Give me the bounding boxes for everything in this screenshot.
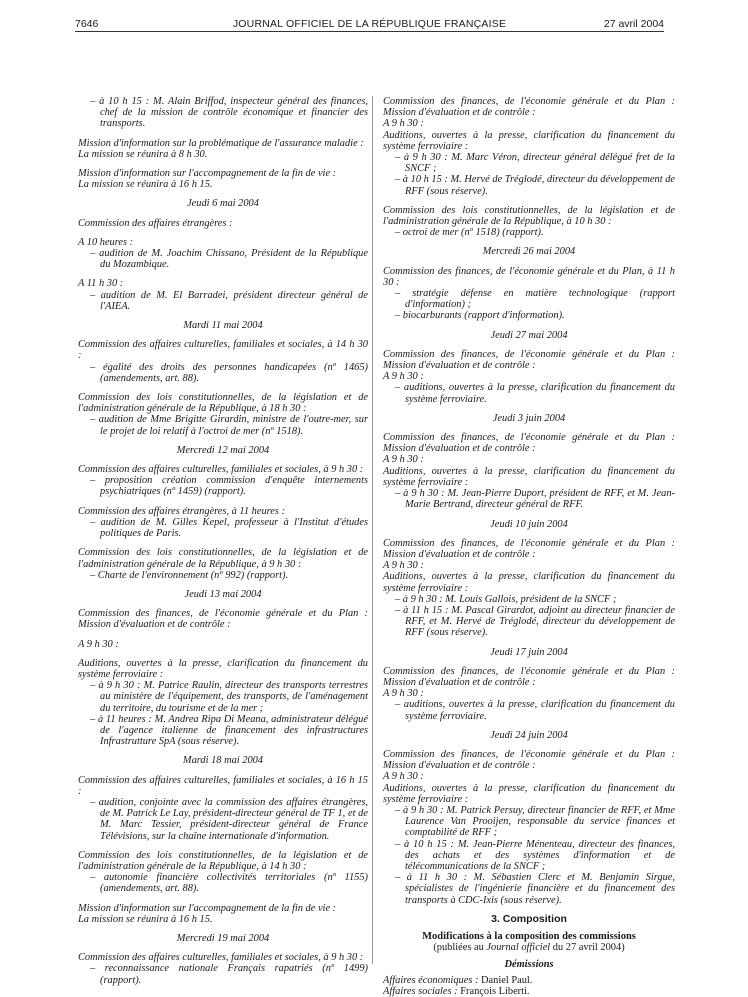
committee-line: Auditions, ouvertes à la presse, clarification du financement du système ferroviaire : <box>78 657 368 680</box>
committee-line: Commission des lois constitutionnelles, de la législation et de l'administration générale de la République, à 14 h 30 : <box>78 849 368 872</box>
committee-line: Commission des finances, de l'économie générale et du Plan, à 11 h 30 : <box>383 265 675 288</box>
page-number: 7646 <box>75 18 99 30</box>
time-line: A 9 h 30 : <box>383 560 424 572</box>
agenda-item: – à 9 h 30 : M. Louis Gallois, président de la SNCF ; <box>395 593 617 605</box>
committee-line: Commission des lois constitutionnelles, de la législation et de l'administration générale de la République, à 18 h 30 : <box>78 392 368 415</box>
committee-line: Commission des affaires culturelles, familiales et sociales, à 16 h 15 : <box>78 774 368 797</box>
committee-line: Auditions, ouvertes à la presse, clarification du financement du système ferroviaire : <box>383 465 675 488</box>
date-heading: Mardi 11 mai 2004 <box>183 320 263 332</box>
resignation-line <box>383 986 675 997</box>
committee-line: Commission des affaires culturelles, familiales et sociales, à 9 h 30 : <box>78 464 364 476</box>
member-name: Daniel Paul. <box>478 974 533 986</box>
date-heading: Mardi 18 mai 2004 <box>182 755 264 767</box>
agenda-item: – à 9 h 30 : M. Patrice Raulin, directeur des transports terrestres au ministère de l'équipement, des transports, de l'aménagement du territoire, du tourisme et de la mer ; <box>90 680 368 714</box>
agenda-item: – à 10 h 15 : M. Jean-Pierre Ménenteau, directeur des finances, des achats et des systèmes d'information et de télécommunications de la SNCF ; <box>395 838 675 872</box>
time-line: A 9 h 30 : <box>383 454 424 466</box>
committee-line: Commission des affaires culturelles, familiales et sociales, à 14 h 30 : <box>78 339 368 362</box>
agenda-item: – biocarburants (rapport d'information). <box>395 310 565 322</box>
agenda-item: – auditions, ouvertes à la presse, clarification du financement du système ferroviaire. <box>395 699 675 722</box>
time-line: A 9 h 30 : <box>78 638 119 650</box>
section-title: 3. Composition <box>491 912 567 925</box>
committee-line: Auditions, ouvertes à la presse, clarification du financement du système ferroviaire : <box>383 571 675 594</box>
agenda-item: – audition de Mme Brigitte Girardin, ministre de l'outre-mer, sur le projet de loi relatif à l'octroi de mer (nº 1518). <box>90 414 368 437</box>
date-heading: Jeudi 3 juin 2004 <box>492 412 566 424</box>
committee-line: Commission des affaires étrangères, à 11 heures : <box>78 505 286 517</box>
publication-note-suffix: du 27 avril 2004) <box>550 942 625 954</box>
committee-line: Commission des finances, de l'économie générale et du Plan : Mission d'évaluation et de contrôle : <box>383 748 675 772</box>
date-heading: Mercredi 12 mai 2004 <box>176 444 270 456</box>
committee-line: Commission des finances, de l'économie générale et du Plan : Mission d'évaluation et de contrôle : <box>383 665 675 688</box>
committee-label: Affaires économiques : <box>383 974 479 986</box>
agenda-item: – proposition création commission d'enquête internements psychiatriques (nº 1459) (rapport). <box>90 475 368 498</box>
agenda-line: La mission se réunira à 8 h 30. <box>78 148 208 160</box>
agenda-item: – audition de M. Joachim Chissano, Président de la République du Mozambique. <box>90 248 368 271</box>
agenda-item: – audition, conjointe avec la commission des affaires étrangères, de M. Patrick Le Lay, président-directeur général de TF 1, et de M. Marc Tessier, président-directeur général de France Télévisions, sur la chaîne internationale d'information. <box>90 796 368 842</box>
publication-note <box>383 942 675 953</box>
committee-line: Commission des lois constitutionnelles, de la législation et de l'administration générale de la République, à 10 h 30 : <box>383 204 675 228</box>
time-line: A 10 heures : <box>78 236 134 248</box>
time-line: A 9 h 30 : <box>383 371 424 383</box>
committee-line: Mission d'information sur l'accompagnement de la fin de vie : <box>78 902 337 914</box>
time-line: A 9 h 30 : <box>383 688 424 700</box>
header-rule <box>75 31 664 32</box>
agenda-item: – à 9 h 30 : M. Jean-Pierre Duport, président de RFF, et M. Jean-Marie Bertrand, directeur général de RFF. <box>395 488 675 511</box>
modifications-title: Modifications à la composition des commissions <box>422 931 636 942</box>
committee-line: Commission des affaires étrangères : <box>78 217 233 229</box>
committee-line: Commission des finances, de l'économie générale et du Plan : Mission d'évaluation et de contrôle : <box>383 348 675 372</box>
date-heading: Jeudi 10 juin 2004 <box>490 518 568 530</box>
agenda-item: – octroi de mer (nº 1518) (rapport). <box>395 227 544 239</box>
agenda-line: La mission se réunira à 16 h 15. <box>78 913 213 925</box>
committee-line: Auditions, ouvertes à la presse, clarification du financement du système ferroviaire : <box>383 129 675 152</box>
time-line: A 9 h 30 : <box>383 118 424 130</box>
agenda-item: – égalité des droits des personnes handicapées (nº 1465) (amendements, art. 88). <box>90 361 368 384</box>
agenda-item: – Charte de l'environnement (nº 992) (rapport). <box>90 569 289 581</box>
agenda-item: – audition de M. El Barradei, président directeur général de l'AIEA. <box>90 289 368 312</box>
committee-line: Commission des finances, de l'économie générale et du Plan : Mission d'évaluation et de contrôle : <box>383 432 675 455</box>
left-column <box>78 96 368 986</box>
agenda-item: – à 9 h 30 : M. Marc Véron, directeur général délégué fret de la SNCF ; <box>395 152 675 175</box>
agenda-item: – à 10 h 15 : M. Alain Briffod, inspecteur général des finances, chef de la mission de contrôle économique et financier des transports. <box>90 96 368 130</box>
committee-line: Commission des finances, de l'économie générale et du Plan : Mission d'évaluation et de contrôle : <box>383 96 675 119</box>
right-column <box>383 96 675 997</box>
date-heading: Jeudi 17 juin 2004 <box>490 646 568 658</box>
date-heading: Jeudi 27 mai 2004 <box>490 329 568 341</box>
time-line: A 11 h 30 : <box>78 278 124 290</box>
publication-note-prefix: (publiées au <box>433 942 487 954</box>
agenda-line: La mission se réunira à 16 h 15. <box>78 179 213 191</box>
agenda-item: – à 11 h 15 : M. Pascal Girardot, adjoint au directeur financier de RFF, et M. Hervé de Tréglodé, directeur du développement de RFF (sous réserve). <box>395 604 675 639</box>
column-separator <box>372 96 373 964</box>
committee-label: Affaires sociales : <box>383 985 458 997</box>
committee-line: Mission d'information sur l'accompagnement de la fin de vie : <box>78 168 337 180</box>
date-heading: Jeudi 13 mai 2004 <box>184 588 262 600</box>
agenda-item: – stratégie défense en matière technologique (rapport d'information) ; <box>395 288 675 311</box>
member-name: François Liberti. <box>457 985 530 997</box>
resignation-line <box>383 975 675 986</box>
agenda-item: – audition de M. Gilles Kepel, professeur à l'Institut d'études politiques de Paris. <box>90 516 368 540</box>
publication-note-journal: Journal officiel <box>486 942 551 954</box>
time-line: A 9 h 30 : <box>383 771 424 783</box>
committee-line: Commission des lois constitutionnelles, de la législation et de l'administration générale de la République, à 9 h 30 : <box>78 547 368 570</box>
agenda-item: – reconnaissance nationale Français rapatriés (nº 1499) (rapport). <box>90 963 368 986</box>
issue-date: 27 avril 2004 <box>603 18 664 30</box>
agenda-item: – à 9 h 30 : M. Patrick Persuy, directeur financier de RFF, et Mme Laurence Van Prooijen, responsable du service finances et comptabilité de RFF ; <box>395 804 675 839</box>
committee-line: Commission des finances, de l'économie générale et du Plan : Mission d'évaluation et de contrôle : <box>383 537 675 560</box>
agenda-item: – autonomie financière collectivités territoriales (nº 1155) (amendements, art. 88). <box>90 872 368 895</box>
date-heading: Jeudi 24 juin 2004 <box>490 729 568 741</box>
committee-line: Commission des affaires culturelles, familiales et sociales, à 9 h 30 : <box>78 952 364 964</box>
date-heading: Mercredi 26 mai 2004 <box>482 246 576 258</box>
committee-line: Mission d'information sur la problématique de l'assurance maladie : <box>78 137 364 149</box>
date-heading: Jeudi 6 mai 2004 <box>187 198 259 210</box>
committee-line: Auditions, ouvertes à la presse, clarification du financement du système ferroviaire : <box>383 782 675 805</box>
agenda-item: – auditions, ouvertes à la presse, clarification du financement du système ferroviaire. <box>395 382 675 405</box>
committee-line: Commission des finances, de l'économie générale et du Plan : Mission d'évaluation et de contrôle : <box>78 608 368 631</box>
date-heading: Mercredi 19 mai 2004 <box>176 932 270 944</box>
resignations-heading: Démissions <box>504 959 554 971</box>
agenda-item: – à 11 heures : M. Andrea Ripa Di Meana, administrateur délégué de l'agence italienne de financement des infrastructures Infrastrutture SpA (sous réserve). <box>90 713 368 748</box>
agenda-item: – à 11 h 30 : M. Sébastien Clerc et M. Benjamin Sirgue, spécialistes de l'ingénierie financière et du financement des transports à CDC-Ixis (sous réserve). <box>395 872 675 906</box>
agenda-item: – à 10 h 15 : M. Hervé de Tréglodé, directeur du développement de RFF (sous réserve). <box>395 174 675 197</box>
page-header <box>75 14 664 32</box>
journal-title: JOURNAL OFFICIEL DE LA RÉPUBLIQUE FRANÇAISE <box>232 18 507 30</box>
